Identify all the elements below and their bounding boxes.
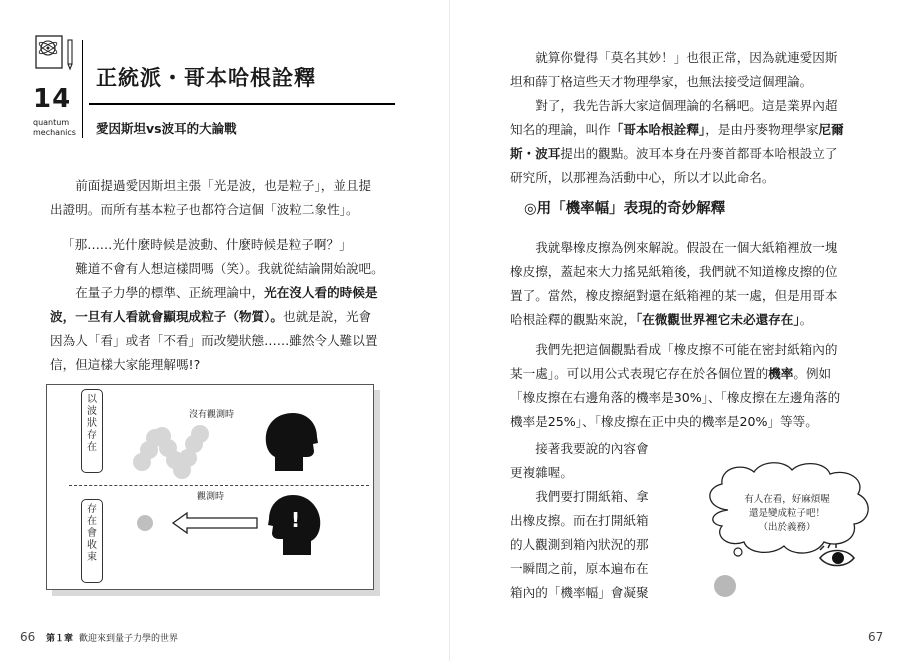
head-looking-away-icon [263,411,321,471]
right-paragraph-4-text-c: 。例如「橡皮擦在右邊角落的機率是30%」、「橡皮擦在左邊角落的機率是25%」、「橡皮擦在正中央的機率是20%」等等。 [510,366,841,429]
label-existence-collapses [81,499,103,583]
label-char: 會 [87,528,97,539]
eraser-ball [714,575,736,597]
footer-title: 歡迎來到量子力學的世界 [79,634,179,644]
niels-bohr-name: 尼爾斯・波耳 [510,122,844,161]
right-paragraph-2 [510,94,850,190]
wave-ghost-particle [191,425,209,443]
label-char: 存 [87,504,97,515]
paragraph-4-text-c: 也就是說，光會因為人「看」或者「不看」而改變狀態……雖然令人難以置信，但這樣大家能理解嗎!? [50,309,378,372]
page-subtitle: 愛因斯坦vs波耳的大論戰 [96,121,237,136]
diagram-divider [69,485,369,486]
chapter-number: 14 [33,84,72,114]
paragraph-4-text-a: 在量子力學的標準、正統理論中， [75,285,265,300]
chapter-tag [33,118,76,138]
right-paragraph-1: 就算你覺得「莫名其妙！」也很正常，因為就連愛因斯坦和薛丁格這些天才物理學家，也無法接受這個理論。 [510,50,838,89]
page-number-left: 66 [20,630,36,644]
right-paragraph-3-text-a: 我就舉橡皮擦為例來解說。假設在一個大紙箱裡放一塊橡皮擦，蓋起來大力搖晃紙箱後，我們就不知道橡皮擦的位置了。當然，橡皮擦絕對還在紙箱裡的某一處，但是用哥本哈根詮釋的觀點來說， [510,240,838,327]
page-title: 正統派・哥本哈根詮釋 [96,66,316,90]
text-line: 接著我要說的內容會 [535,441,649,456]
probability-term: 機率 [768,366,794,381]
bubble-line: 還是變成粒子吧！ [748,508,825,519]
text-line: 更複雜喔。 [510,465,573,480]
exclamation-mark: ! [291,508,301,532]
head-observing-icon [265,493,325,555]
label-char: 在 [87,442,97,453]
page-number-right: 67 [868,630,884,644]
label-char: 以 [87,394,97,405]
label-char: 存 [87,430,97,441]
bubble-text [702,493,872,535]
chapter-tag-line-2: mechanics [33,128,76,137]
diagram-frame [46,384,374,590]
label-char: 在 [87,516,97,527]
bubble-line: 有人在看，好麻煩喔 [744,494,830,505]
right-paragraph-3-emphasis: 「在微觀世界裡它未必還存在」 [635,312,800,327]
wave-particle-diagram [46,384,380,596]
label-char: 收 [87,540,97,551]
footer-chapter: 第１章 [46,634,74,644]
observing-eye-icon [818,544,856,570]
label-char: 束 [87,552,97,563]
right-paragraph-2-text-c: ，是由丹麥物理學家 [705,122,819,137]
label-exists-as-wave [81,389,103,473]
label-observed: 觀測時 [197,492,225,502]
section-heading: ◎用「機率幅」表現的奇妙解釋 [524,201,726,217]
header-divider [82,40,83,138]
text-line: 一瞬間之前，原本遍布在 [510,561,649,576]
text-line: 的人觀測到箱內狀況的那 [510,537,649,552]
title-underline [89,103,395,105]
copenhagen-term: 「哥本哈根詮釋」 [610,122,706,137]
label-unobserved: 沒有觀測時 [189,410,235,420]
right-paragraph-4-text-a: 我們先把這個觀點看成「橡皮擦不可能在密封紙箱內的某一處」。可以用公式表現它存在於各個位置的 [510,342,838,381]
right-paragraph-2-text-e: 提出的觀點。波耳本身在丹麥首都哥本哈根設立了研究所，以那裡為活動中心，所以才以此命名。 [510,146,838,185]
right-paragraph-3 [510,236,850,332]
text-line: 我們要打開紙箱、拿 [535,489,649,504]
label-char: 狀 [87,418,97,429]
paragraph-4-emphasis: 光在沒人看的時候是波，一旦有人看就會顯現成粒子（物質）。 [50,285,378,324]
text-line: 出橡皮擦。而在打開紙箱 [510,513,649,528]
paragraph-4 [50,281,380,377]
right-paragraph-5 [510,437,685,605]
bubble-line: （出於義務） [758,522,816,533]
right-page [450,0,900,661]
paragraph-2: 「那……光什麼時候是波動、什麼時候是粒子啊？」 [62,237,352,252]
text-line: 箱內的「機率幅」會凝聚 [510,585,649,600]
arrow-left-icon [171,511,259,535]
label-char: 波 [87,406,97,417]
right-paragraph-4 [510,338,850,434]
right-paragraph-3-text-c: 。 [799,312,813,327]
running-footer [46,631,178,644]
paragraph-3: 難道不會有人想這樣問嗎（笑）。我就從結論開始說吧。 [75,261,384,276]
collapsed-particle [137,515,153,531]
chapter-tag-line-1: quantum [33,118,70,127]
paragraph-1: 前面提過愛因斯坦主張「光是波，也是粒子」，並且提出證明。而所有基本粒子也都符合這個「波粒二象性」。 [50,178,372,217]
scientist-notebook-icon [34,32,78,72]
right-paragraph-2-text-a: 對了，我先告訴大家這個理論的名稱吧。這是業界內超知名的理論，叫作 [510,98,838,137]
